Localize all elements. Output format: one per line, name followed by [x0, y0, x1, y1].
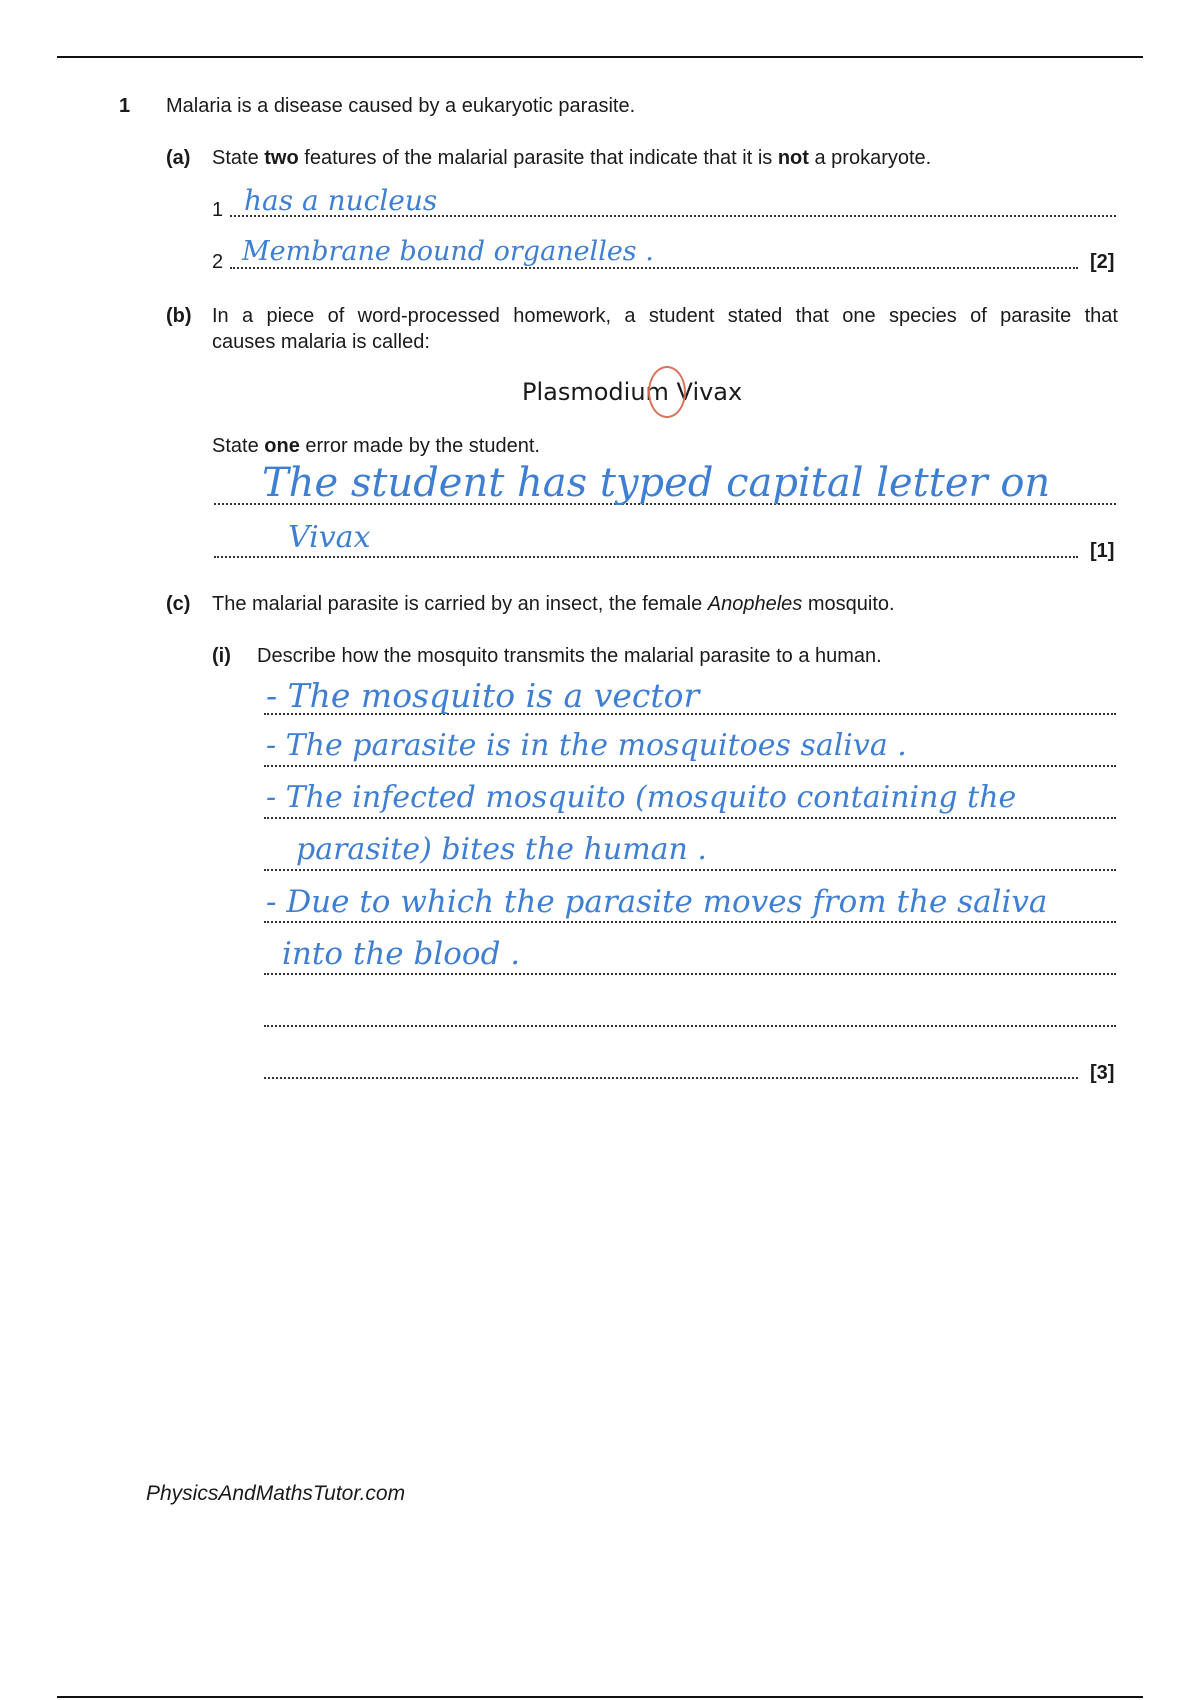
answer-line-c3: [264, 817, 1116, 819]
handwritten-answer-a1: has a nucleus: [244, 184, 438, 217]
footer-watermark: PhysicsAndMathsTutor.com: [146, 1482, 406, 1505]
correction-circle: [648, 366, 686, 418]
handwritten-answer-c6: into the blood .: [282, 936, 521, 972]
part-b-prompt-line-2: causes malaria is called:: [212, 331, 430, 353]
part-c-intro: The malarial parasite is carried by an insect, the female Anopheles mosquito.: [212, 593, 895, 615]
species-genus: Plasmodium: [522, 378, 669, 406]
answer-line-c6: [264, 973, 1116, 975]
answer-line-c4: [264, 869, 1116, 871]
part-a-prompt: State two features of the malarial parasite that indicate that it is not a prokaryote.: [212, 147, 932, 169]
handwritten-answer-c1: - The mosquito is a vector: [266, 676, 700, 715]
handwritten-answer-a2: Membrane bound organelles .: [242, 236, 654, 267]
species-epithet: Vivax: [676, 378, 743, 406]
answer-line-c2: [264, 765, 1116, 767]
answer-line-number-2: 2: [212, 251, 224, 273]
handwritten-answer-b1: The student has typed capital letter on: [262, 460, 1051, 506]
part-b-instruction: State one error made by the student.: [212, 435, 540, 457]
question-number: 1: [119, 95, 131, 117]
top-rule: [57, 56, 1143, 58]
part-b-label: (b): [166, 305, 192, 327]
answer-line-number-1: 1: [212, 199, 224, 221]
part-b-prompt-line-1: In a piece of word-processed homework, a student stated that one species of parasite that: [212, 305, 1118, 327]
answer-line-a2: [230, 267, 1078, 269]
part-c-label: (c): [166, 593, 191, 615]
marks-c-i: [3]: [1090, 1062, 1115, 1084]
handwritten-answer-b2: Vivax: [288, 520, 371, 555]
answer-line-c7: [264, 1025, 1116, 1027]
part-c-i-label: (i): [212, 645, 231, 667]
bottom-rule: [57, 1696, 1143, 1698]
answer-line-c5: [264, 921, 1116, 923]
species-name: [522, 378, 742, 406]
answer-line-b2: [214, 556, 1078, 558]
marks-a: [2]: [1090, 251, 1115, 273]
handwritten-answer-c3: - The infected mosquito (mosquito containing the: [266, 780, 1017, 815]
handwritten-answer-c5: - Due to which the parasite moves from the saliva: [266, 884, 1048, 920]
part-a-label: (a): [166, 147, 191, 169]
handwritten-answer-c2: - The parasite is in the mosquitoes saliva .: [266, 728, 907, 763]
part-c-i-prompt: Describe how the mosquito transmits the malarial parasite to a human.: [257, 645, 882, 667]
question-intro: Malaria is a disease caused by a eukaryotic parasite.: [166, 95, 636, 117]
marks-b: [1]: [1090, 540, 1115, 562]
answer-line-c8: [264, 1077, 1078, 1079]
handwritten-answer-c4: parasite) bites the human .: [296, 832, 707, 867]
